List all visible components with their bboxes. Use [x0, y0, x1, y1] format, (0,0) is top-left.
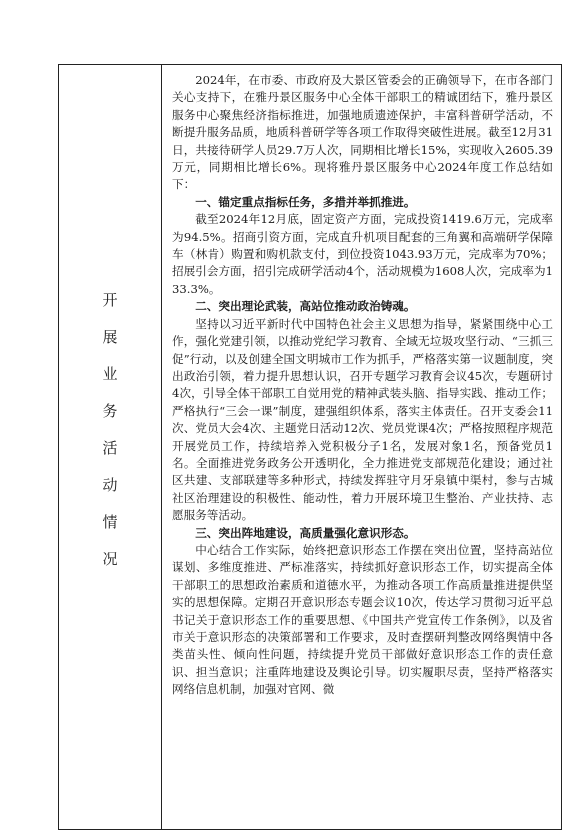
section-body: 中心结合工作实际，始终把意识形态工作摆在突出位置，坚持高站位谋划、多维度推进、严标准落实，持续抓好意识形态工作，切实提高全体干部职工的思想政治素质和道德水平，为推动各项工作高质量推进提供坚实的思想保障。定期召开意识形态专题会议10次，传达学习贯彻习近平总书记关于意识形态工作的重要思想、《中国共产党宣传工作条例》，以及省市关于意识形态的决策部署和工作要求，及时查摆研判整改网络舆情中各类苗头性、倾向性问题，持续提升党员干部做好意识形态工作的责任意识、担当意识；注重阵地建设及舆论引导。切实履职尽责，坚持严格落实网络信息机制，加强对官网、微: [172, 542, 553, 697]
row-label-cell: [59, 65, 162, 829]
label-char: 开: [102, 291, 118, 309]
label-char: 情: [102, 513, 118, 531]
section-heading: 二、突出理论武装，高站位推动政治铸魂。: [195, 299, 416, 314]
content-cell: [162, 65, 561, 829]
intro-paragraph: 2024年，在市委、市政府及大景区管委会的正确领导下，在市各部门关心支持下，在雅丹景区服务中心全体干部职工的精诚团结下，雅丹景区服务中心聚焦经济指标推进，加强地质遗迹保护，丰富科普研学活动，不断提升服务品质，地质科普研学等各项工作取得突破性进展。截至12月31日，共接待研学人员29.7万人次，同期相比增长15%，实现收入2605.39万元，同期相比增长6%。现将雅丹景区服务中心2024年度工作总结如下：: [172, 73, 553, 192]
form-table: [58, 64, 562, 830]
section-heading: 三、突出阵地建设，高质量强化意识形态。: [195, 525, 416, 540]
label-char: 务: [102, 402, 118, 420]
label-char: 动: [102, 476, 118, 494]
label-char: 业: [102, 365, 118, 383]
label-char: 活: [102, 439, 118, 457]
section-body: 坚持以习近平新时代中国特色社会主义思想为指导，紧紧围绕中心工作，强化党建引领，以推动党纪学习教育、全域无垃圾攻坚行动、“三抓三促”行动，以及创建全国文明城市工作为抓手，严格落实第一议题制度，突出政治引领，着力提升思想认识，召开专题学习教育会议45次，专题研讨4次，引导全体干部职工自觉用党的精神武装头脑、指导实践、推动工作；严格执行“三会一课”制度，建强组织体系，落实主体责任。召开支委会11次、党员大会4次、主题党日活动12次、党员党课4次；严格按照程序规范开展党员工作，持续培养入党积极分子1名，发展对象1名，预备党员1名。全面推进党务政务公开透明化，全力推进党支部规范化建设；通过社区共建、支部联建等多种形式，持续发挥驻守月牙泉镇中渠村，参与古城社区治理建设的积极性、能动性，着力开展环境卫生整治、产业扶持、志愿服务等活动。: [172, 316, 553, 523]
label-char: 况: [102, 550, 118, 568]
section-body: 截至2024年12月底，固定资产方面，完成投资1419.6万元，完成率为94.5%。招商引资方面，完成直升机项目配套的三角翼和高端研学保障车（林肯）购置和购机款支付，到位投资1043.93万元，完成率为70%；招展引会方面，招引完成研学活动4个，活动规模为1608人次，完成率为133.3%。: [172, 212, 553, 296]
label-char: 展: [102, 328, 118, 346]
section-heading: 一、锚定重点指标任务，多措并举抓推进。: [195, 194, 416, 209]
row-label-vertical: [102, 282, 117, 578]
